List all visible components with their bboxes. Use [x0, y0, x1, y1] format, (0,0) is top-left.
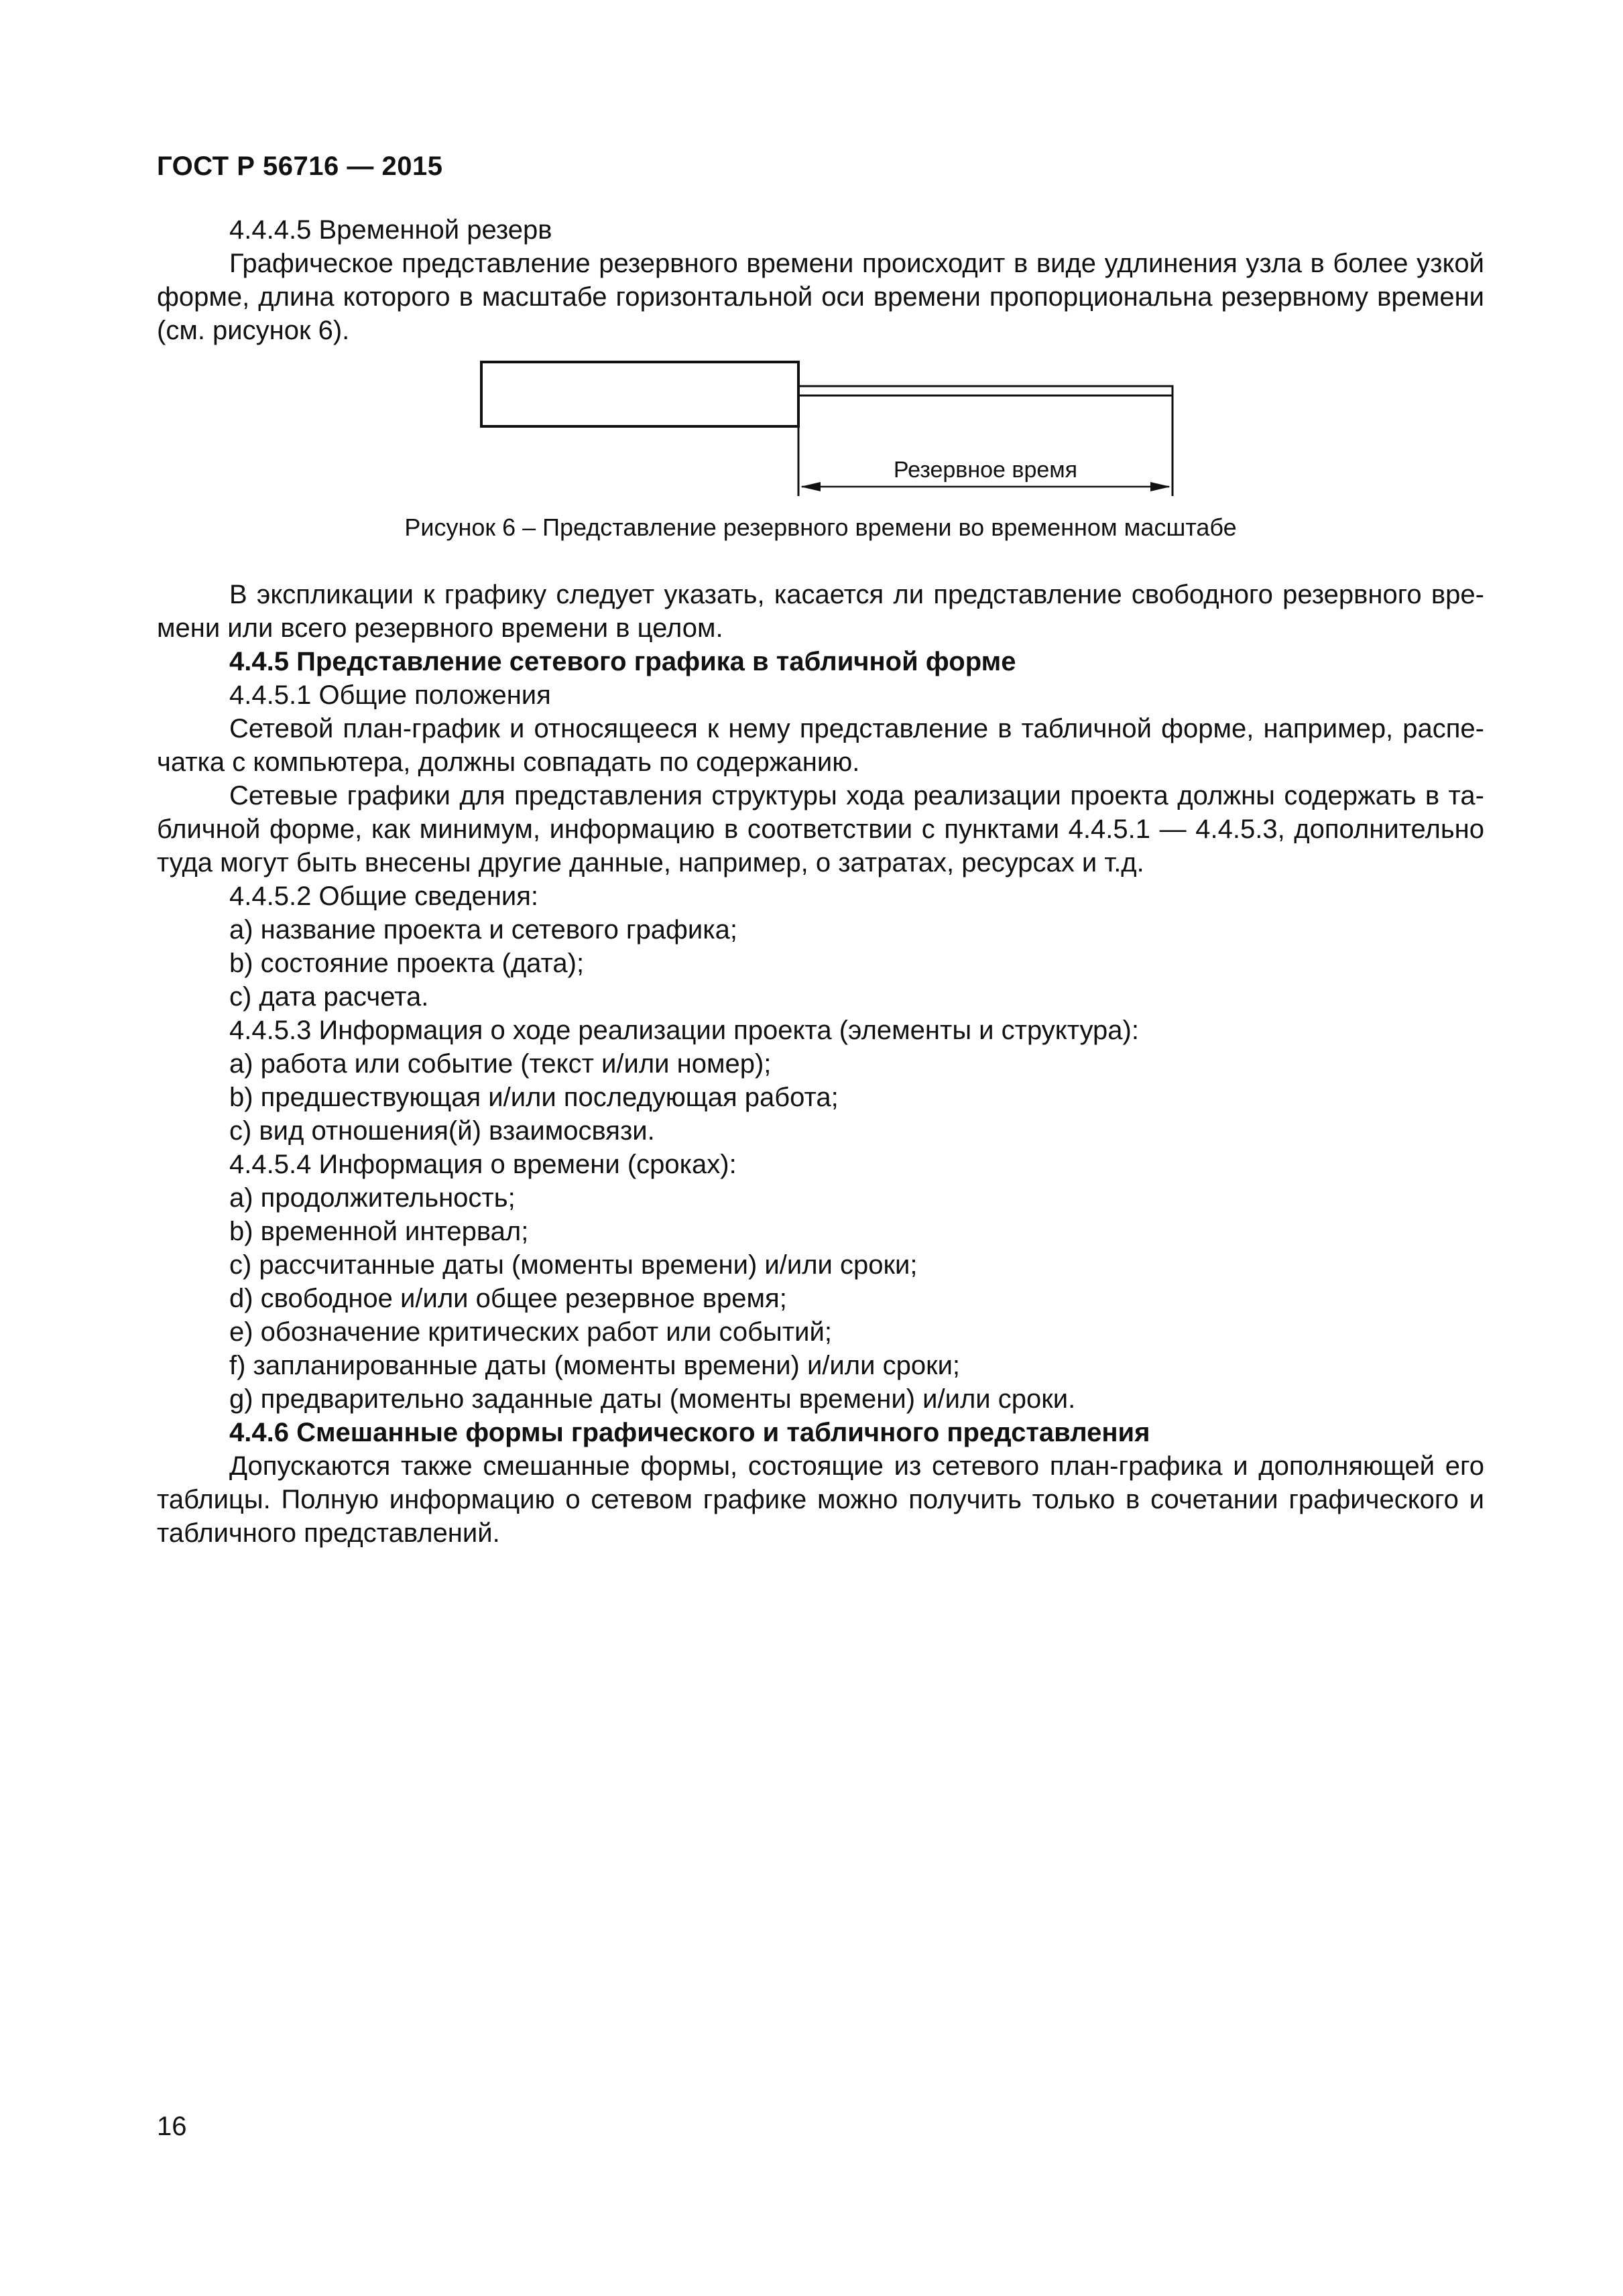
figure-6-caption: Рисунок 6 – Представление резервного времени во временном масштабе: [404, 513, 1237, 541]
text-line: (см. рисунок 6).: [157, 316, 350, 345]
paragraph-mixed-forms: [157, 1449, 1484, 1550]
figure-6: [157, 355, 1484, 505]
list-item: g) предварительно заданные даты (моменты времени) и/или сроки.: [229, 1384, 1076, 1414]
list-item: b) предшествующая и/или последующая работа;: [229, 1083, 839, 1112]
document-header: ГОСТ Р 56716 — 2015: [157, 152, 443, 181]
list-item: e) обозначение критических работ или событий;: [229, 1317, 832, 1347]
dimension-label: Резервное время: [893, 457, 1078, 483]
dimension-arrow-right: [1150, 482, 1170, 491]
paragraph-general-1: [157, 712, 1484, 779]
text-line: Сетевые графики для представления структуры хода реализации проекта должны содержать в та-: [229, 781, 1484, 810]
subsection-heading-4-4-5-2: 4.4.5.2 Общие сведения:: [229, 882, 539, 911]
text-line: туда могут быть внесены другие данные, например, о затратах, ресурсах и т.д.: [157, 848, 1144, 878]
paragraph-reserve-time: [157, 247, 1484, 347]
section-heading-4-4-6: 4.4.6 Смешанные формы графического и табличного представления: [229, 1418, 1150, 1447]
list-item: b) временной интервал;: [229, 1217, 529, 1246]
subsection-heading-4-4-5-1: 4.4.5.1 Общие положения: [229, 680, 551, 710]
document-body: [157, 213, 1484, 1550]
list-item: d) свободное и/или общее резервное время;: [229, 1284, 787, 1313]
paragraph-explication: [157, 578, 1484, 645]
text-line: форме, длина которого в масштабе горизонтальной оси времени пропорциональна резервному времени: [157, 282, 1484, 312]
text-line: мени или всего резервного времени в целом.: [157, 613, 723, 643]
list-item: c) вид отношения(й) взаимосвязи.: [229, 1116, 655, 1146]
figure-6-drawing: [157, 355, 1484, 505]
list-item: a) работа или событие (текст и/или номер);: [229, 1049, 772, 1079]
subsection-heading-4-4-5-4: 4.4.5.4 Информация о времени (сроках):: [229, 1150, 737, 1179]
list-item: a) название проекта и сетевого графика;: [229, 915, 738, 945]
text-line: Графическое представление резервного времени происходит в виде удлинения узла в более узкой: [229, 249, 1484, 278]
list-item: f) запланированные даты (моменты времени) и/или сроки;: [229, 1351, 961, 1380]
subsection-heading-4-4-5-3: 4.4.5.3 Информация о ходе реализации проекта (элементы и структура):: [229, 1016, 1139, 1045]
list-item: c) дата расчета.: [229, 982, 429, 1012]
text-line: Допускаются также смешанные формы, состоящие из сетевого план-графика и дополняющей его: [229, 1451, 1484, 1481]
list-item: a) продолжительность;: [229, 1183, 516, 1213]
dimension-arrow-left: [800, 482, 821, 491]
page-number: 16: [157, 2112, 187, 2141]
reserve-time-bar: [798, 386, 1173, 396]
list-item: c) рассчитанные даты (моменты времени) и/или сроки;: [229, 1250, 918, 1280]
section-heading-4-4-4-5: 4.4.4.5 Временной резерв: [229, 215, 552, 245]
list-item: b) состояние проекта (дата);: [229, 949, 585, 978]
paragraph-general-2: [157, 779, 1484, 880]
text-line: таблицы. Полную информацию о сетевом графике можно получить только в сочетании графического и: [157, 1485, 1484, 1514]
node-box: [481, 362, 798, 426]
section-heading-4-4-5: 4.4.5 Представление сетевого графика в табличной форме: [229, 647, 1016, 676]
text-line: В экспликации к графику следует указать, касается ли представление свободного резервного вре-: [229, 580, 1484, 609]
text-line: чатка с компьютера, должны совпадать по содержанию.: [157, 747, 860, 777]
text-line: табличного представлений.: [157, 1518, 500, 1548]
text-line: бличной форме, как минимум, информацию в соответствии с пунктами 4.4.5.1 — 4.4.5.3, дополнительно: [157, 814, 1484, 844]
text-line: Сетевой план-график и относящееся к нему представление в табличной форме, например, распе-: [229, 714, 1484, 743]
